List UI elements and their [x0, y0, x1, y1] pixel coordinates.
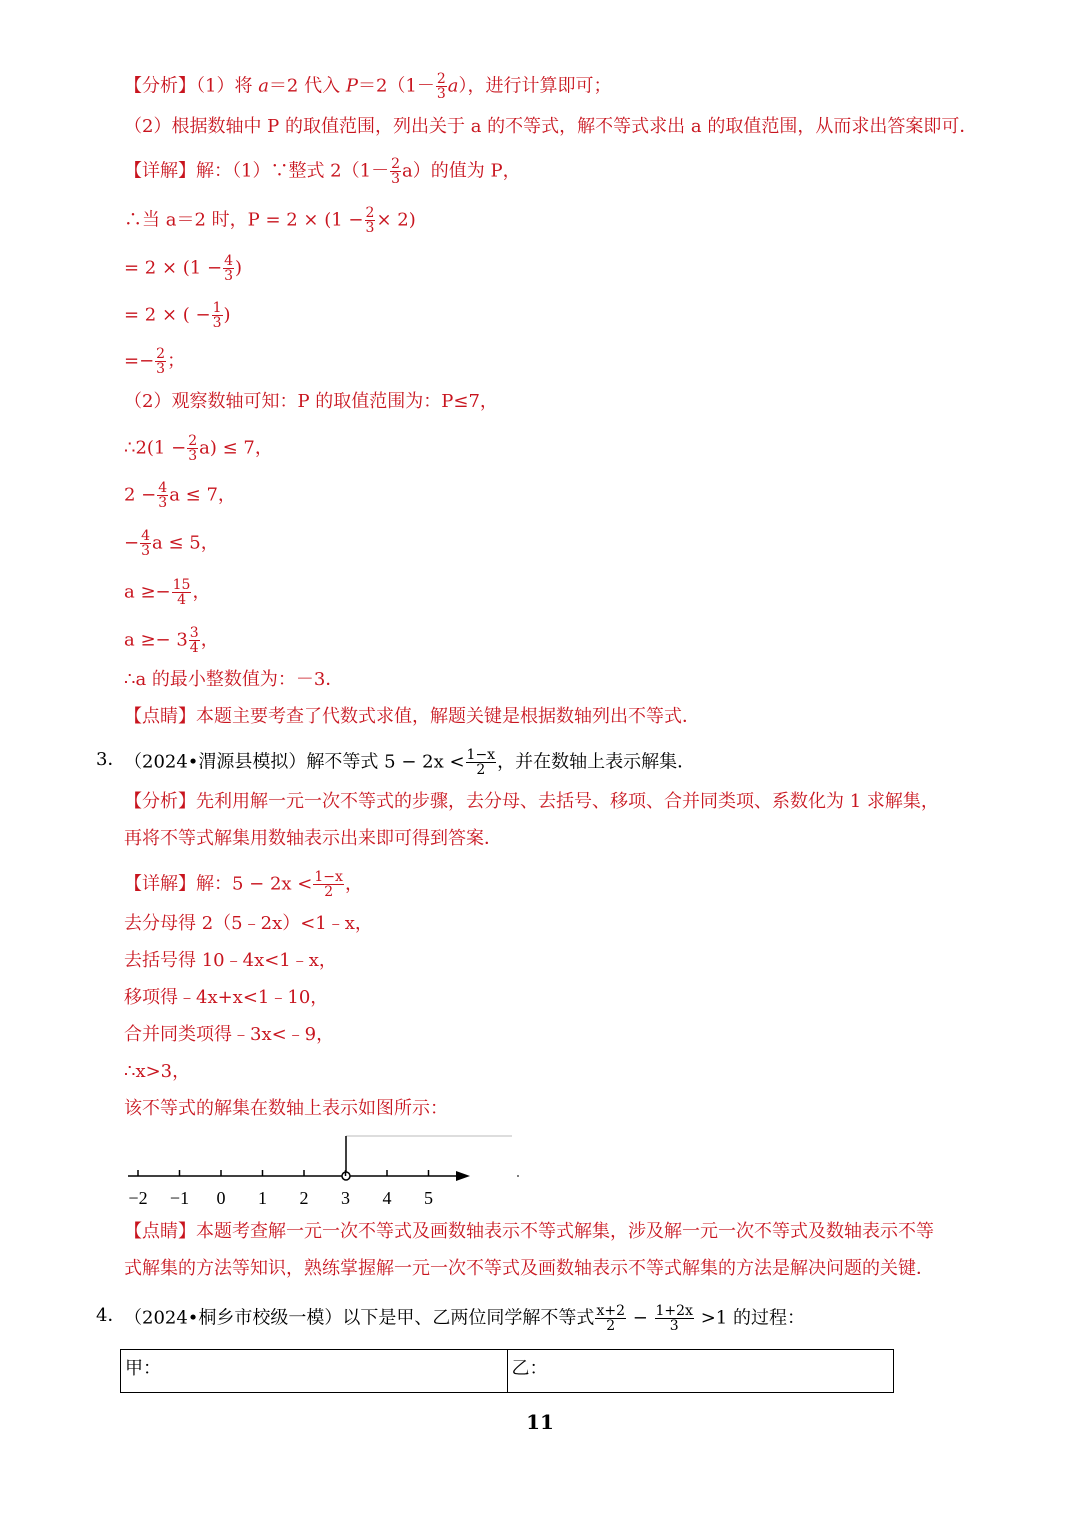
axis-label: 0	[216, 1188, 226, 1208]
question-4-number: 4．	[96, 1305, 126, 1326]
number-line	[120, 1132, 540, 1212]
step-6: ∴2(1 − $\frac{2}{3}$ a) ≤ 7，	[124, 433, 273, 464]
table-cell-jia: 甲：	[125, 1358, 161, 1379]
q3-analysis-line-2: 再将不等式解集用数轴表示出来即可得到答案．	[124, 828, 502, 849]
q3-step-5: ∴x>3，	[124, 1061, 191, 1082]
analysis-line-1: 【分析】（1）将 a＝2 代入 P＝2（1－ $\frac{2}{3}$ a），进行计算即可；	[124, 71, 612, 102]
axis-label: −1	[169, 1188, 190, 1208]
step-4: =− $\frac{2}{3}$ ；	[124, 346, 186, 377]
axis-label: −2	[128, 1188, 148, 1208]
axis-label: 3	[341, 1188, 350, 1208]
step-7: 2 − $\frac{4}{3}$ a ≤ 7，	[124, 480, 236, 511]
comment-1: 【点睛】本题主要考查了代数式求值，解题关键是根据数轴列出不等式．	[124, 706, 700, 727]
q3-comment-line-2: 式解集的方法等知识，熟练掌握解一元一次不等式及画数轴表示不等式解集的方法是解决问题的关键．	[124, 1258, 934, 1279]
detail-line-1: 【详解】解：（1）∵整式 2（1－ $\frac{2}{3}$ a）的值为 P，	[124, 156, 521, 187]
step-11: ∴a 的最小整数值为：－3．	[124, 669, 344, 690]
question-4-text: （2024•桐乡市校级一模）以下是甲、乙两位同学解不等式 $\frac{x+2}{2}$ − $\frac{1+2x}{3}$ >1 的过程：	[124, 1303, 805, 1334]
step-2: = 2 × (1 − $\frac{4}{3}$ )	[124, 253, 243, 284]
q3-comment-line-1: 【点睛】本题考查解一元一次不等式及画数轴表示不等式解集，涉及解一元一次不等式及数轴表示不等	[124, 1221, 934, 1242]
step-3: = 2 × ( − $\frac{1}{3}$ )	[124, 300, 231, 331]
q3-step-3: 移项得﹣4x+x<1﹣10，	[124, 987, 329, 1008]
solution-table	[120, 1349, 894, 1393]
q3-step-1: 去分母得 2（5﹣2x）<1﹣x，	[124, 913, 373, 934]
step-5: （2）观察数轴可知：P 的取值范围为：P≤7，	[124, 391, 498, 412]
question-3-number: 3．	[96, 749, 126, 770]
axis-label: 2	[299, 1188, 309, 1208]
fraction: $\frac{2}{3}$	[436, 71, 446, 102]
q3-detail: 【详解】解：5 − 2x < $\frac{1-x}{2}$ ，	[124, 869, 363, 900]
table-cell-yi: 乙：	[507, 1350, 894, 1392]
q3-step-6: 该不等式的解集在数轴上表示如图所示：	[124, 1098, 448, 1119]
step-8: − $\frac{4}{3}$ a ≤ 5，	[124, 528, 219, 559]
q3-step-2: 去括号得 10﹣4x<1﹣x，	[124, 950, 337, 971]
axis-label: 5	[424, 1188, 433, 1208]
question-3-text: （2024•渭源县模拟）解不等式 5 − 2x < $\frac{1-x}{2}$ ，并在数轴上表示解集．	[124, 747, 696, 778]
step-9: a ≥− $\frac{15}{4}$ ，	[124, 577, 211, 608]
q3-analysis-line-1: 【分析】先利用解一元一次不等式的步骤，去分母、去括号、移项、合并同类项、系数化为 1 求解集，	[124, 791, 939, 812]
step-10: a ≥− 3 $\frac{3}{4}$ ，	[124, 625, 219, 656]
axis-label: 1	[258, 1188, 267, 1208]
axis-label: 4	[382, 1188, 392, 1208]
page-number: 11	[526, 1410, 554, 1434]
step-1: ∴当 a＝2 时，P = 2 × (1 − $\frac{2}{3}$ × 2)	[124, 205, 416, 236]
q3-step-4: 合并同类项得﹣3x<﹣9，	[124, 1024, 335, 1045]
analysis-line-2: （2）根据数轴中 P 的取值范围，列出关于 a 的不等式，解不等式求出 a 的取值范围，从而求出答案即可．	[124, 116, 978, 137]
